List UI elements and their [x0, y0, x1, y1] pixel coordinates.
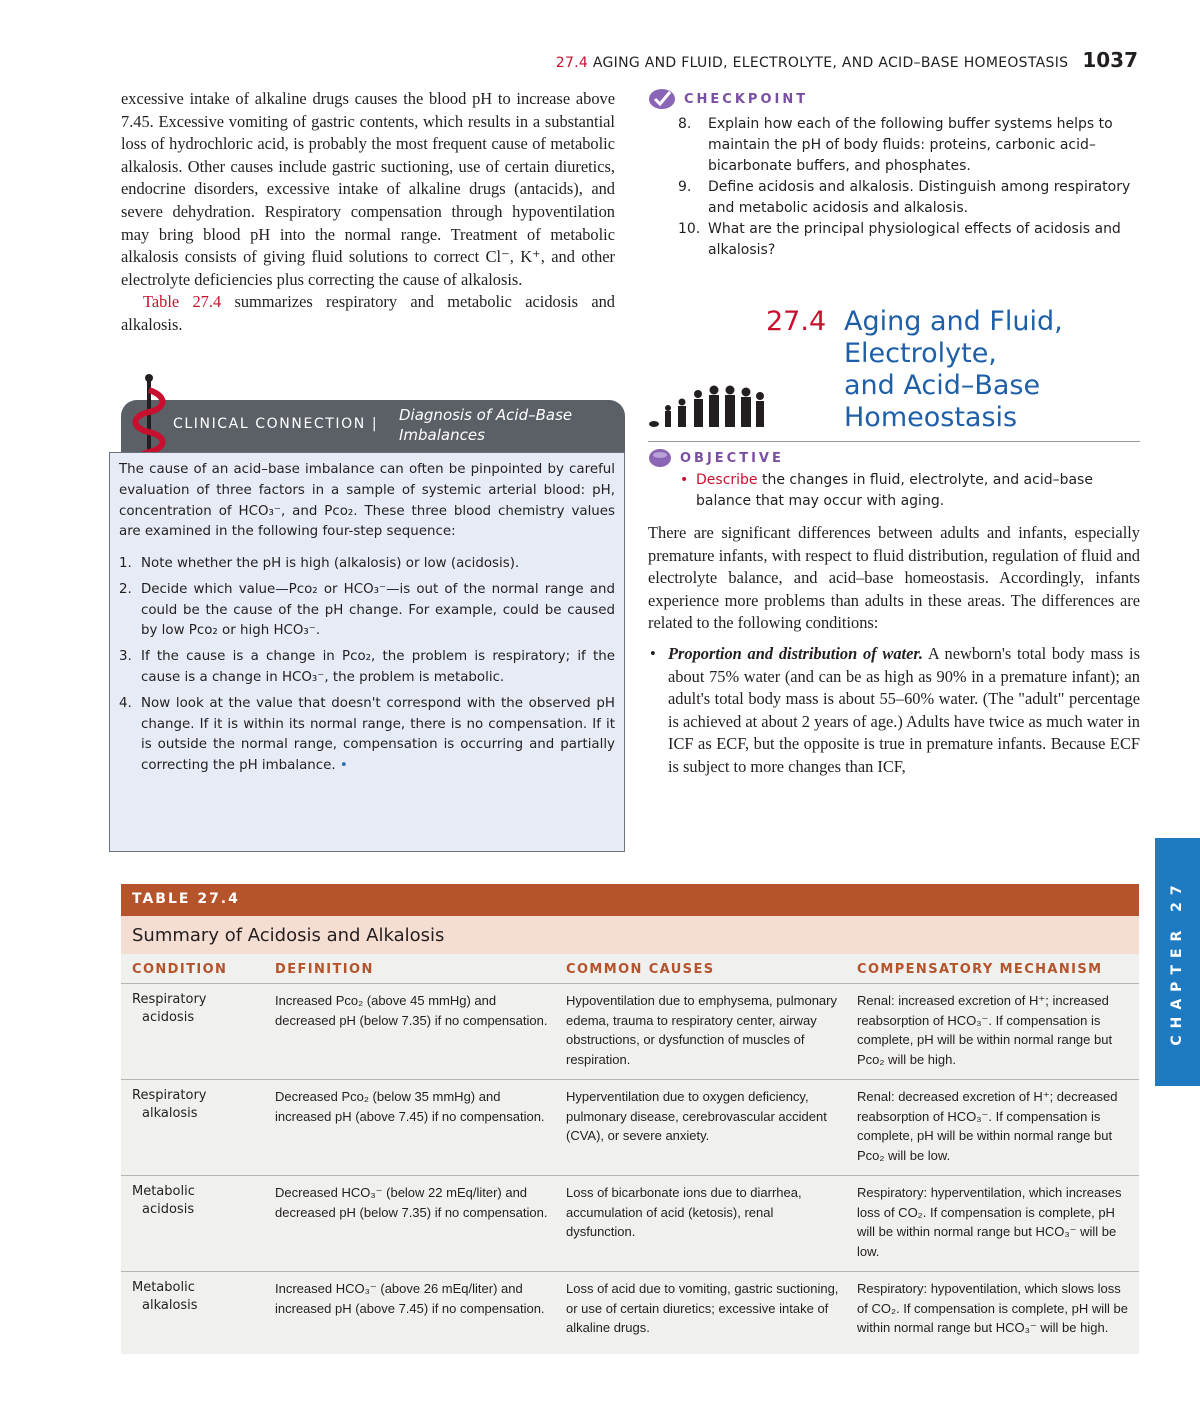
objective-body: the changes in fluid, electrolyte, and acid–base balance that may occur with aging. [696, 472, 1093, 509]
definition-cell: Decreased HCO₃⁻ (below 22 mEq/liter) and decreased pH (below 7.35) if no compensation. [275, 1185, 548, 1220]
checkpoint-label: CHECKPOINT [684, 91, 809, 107]
item-text: Define acidosis and alkalosis. Distinguish among respiratory and metabolic acidosis and alkalosis. [708, 179, 1131, 216]
running-head [556, 48, 1138, 72]
table-row [121, 1272, 1139, 1348]
section-title-line: Homeostasis [844, 402, 1018, 433]
condition-line: alkalosis [142, 1106, 198, 1121]
table-header-cell: COMPENSATORY MECHANISM [857, 962, 1103, 977]
objective-verb: Describe [696, 472, 758, 488]
section-number: 27.4 [766, 306, 827, 337]
objective-label: OBJECTIVE [680, 450, 784, 466]
condition-line: Metabolic [132, 1280, 195, 1295]
table-label: TABLE 27.4 [121, 884, 1139, 916]
clinical-step [119, 554, 615, 575]
clinical-step [119, 694, 615, 777]
clinical-step [119, 580, 615, 642]
condition-bullet-heading: Proportion and distribution of water. [668, 643, 923, 663]
clinical-step [119, 647, 615, 689]
checkpoint-header [648, 88, 1140, 110]
causes-cell: Loss of bicarbonate ions due to diarrhea, accumulation of acid (ketosis), renal dysfunction. [566, 1185, 802, 1239]
condition-cell [121, 1279, 264, 1338]
step-number: 3. [119, 649, 132, 665]
clinical-intro: The cause of an acid–base imbalance can often be pinpointed by careful evaluation of three factors in a sample of systemic arterial blood: pH, concentration of HCO₃⁻, and Pco₂. These three blood chemistry values are examined in the following four-step sequence: [119, 462, 615, 540]
objective-icon [648, 448, 672, 468]
table-header-cell: DEFINITION [275, 962, 374, 977]
right-column-body [648, 522, 1140, 779]
condition-cell [121, 991, 264, 1069]
step-text: Decide which value—Pco₂ or HCO₃⁻—is out of the normal range and could be the cause of the pH change. For example, could be caused by low Pco₂ or high HCO₃⁻. [141, 581, 615, 639]
condition-line: Metabolic [132, 1184, 195, 1199]
section-heading [648, 306, 1140, 442]
condition-cell [121, 1087, 264, 1165]
clinical-subtitle-line-1: Diagnosis of Acid–Base [399, 406, 573, 424]
aging-intro-paragraph: There are significant differences between adults and infants, especially premature infants, with respect to fluid distribution, regulation of fluid and electrolyte balance, and acid–base homeostasis. Accordingly, infants experience more problems than adults in these areas. The differences are related to the following conditions: [648, 523, 1140, 633]
mechanism-cell: Renal: increased excretion of H⁺; increased reabsorption of HCO₃⁻. If compensation is complete, pH will be within normal range but Pco₂ will be high. [857, 993, 1113, 1067]
table-title: Summary of Acidosis and Alkalosis [121, 916, 1139, 954]
table-row [121, 1176, 1139, 1272]
body-paragraph-2 [121, 291, 615, 336]
table-body [121, 954, 1139, 1354]
running-head-text [556, 55, 1069, 71]
mechanism-cell: Respiratory: hypoventilation, which slows loss of CO₂. If compensation is complete, pH will be within normal range but HCO₃⁻ will be high. [857, 1281, 1128, 1335]
item-number: 10. [678, 221, 701, 237]
item-text: Explain how each of the following buffer systems helps to maintain the pH of body fluids: proteins, carbonic acid–bicarbonate buffers, and phosphates. [708, 116, 1113, 174]
chapter-tab-label: CHAPTER 27 [1169, 878, 1185, 1046]
summary-table [121, 884, 1139, 1354]
running-head-section-num: 27.4 [555, 55, 589, 71]
step-text: If the cause is a change in Pco₂, the problem is respiratory; if the cause is a change in HCO₃⁻, the problem is metabolic. [141, 649, 615, 685]
objective-box [648, 448, 1140, 512]
mechanism-cell: Respiratory: hyperventilation, which increases loss of CO₂. If compensation is complete, pH will be within normal range but HCO₃⁻ will be low. [857, 1185, 1122, 1259]
table-header-cell: CONDITION [132, 962, 228, 977]
aging-silhouettes-icon [648, 384, 766, 430]
checkpoint-list [648, 114, 1140, 261]
objective-text [648, 470, 1140, 512]
page-number: 1037 [1082, 48, 1138, 72]
item-number: 9. [678, 179, 692, 195]
left-column [121, 88, 615, 337]
condition-bullet-text: A newborn's total body mass is about 75% water (and can be as high as 90% in a premature infant); an adult's total body mass is about 55–60% water. (The "adult" percentage is achieved at about 2 years of age.) Adults have twice as much water in ICF as ECF, but the opposite is true in premature infants. Because ECF is subject to more changes than ICF, [668, 643, 1140, 776]
step-number: 2. [119, 581, 132, 597]
condition-line: Respiratory [132, 1088, 207, 1103]
table-header-row [121, 954, 1139, 984]
condition-cell [121, 1183, 264, 1261]
clinical-connection-subtitle [399, 405, 572, 445]
step-number: 1. [119, 556, 132, 571]
table-row [121, 1080, 1139, 1176]
item-number: 8. [678, 116, 692, 132]
objective-header [648, 448, 1140, 468]
table-row [121, 984, 1139, 1080]
table-header-cell: COMMON CAUSES [566, 962, 715, 977]
bullet-icon: • [650, 643, 656, 663]
step-text: Now look at the value that doesn't correspond with the observed pH change. If it is within its normal range, there is no compensation. If it is outside the normal range, compensation is occurring and partially correcting the pH imbalance. [141, 695, 615, 774]
checkmark-icon [648, 88, 676, 110]
condition-bullet [648, 643, 1140, 779]
section-title-line: Aging and Fluid, [844, 306, 1063, 337]
definition-cell: Decreased Pco₂ (below 35 mmHg) and increased pH (above 7.45) if no compensation. [275, 1089, 545, 1124]
checkpoint-item [648, 177, 1140, 219]
section-title [844, 306, 1063, 434]
section-title-line: Electrolyte, [844, 338, 997, 369]
section-title-line: and Acid–Base [844, 370, 1041, 401]
clinical-steps [119, 554, 615, 782]
end-mark: • [339, 758, 348, 774]
causes-cell: Hyperventilation due to oxygen deficiency, pulmonary disease, cerebrovascular accident (CVA), or severe anxiety. [566, 1089, 827, 1143]
condition-line: Respiratory [132, 992, 207, 1007]
chapter-tab [1155, 838, 1200, 1086]
table-reference-link[interactable]: Table 27.4 [143, 292, 222, 312]
clinical-subtitle-line-2: Imbalances [399, 426, 485, 444]
body-paragraph-2-text: summarizes respiratory and metabolic acidosis and alkalosis. [121, 292, 615, 334]
definition-cell: Increased Pco₂ (above 45 mmHg) and decreased pH (below 7.35) if no compensation. [275, 993, 548, 1028]
body-paragraph-1: excessive intake of alkaline drugs causes the blood pH to increase above 7.45. Excessive vomiting of gastric contents, which results in a substantial loss of hydrochloric acid, is probably the most frequent cause of metabolic alkalosis. Other causes include gastric suctioning, use of certain diuretics, endocrine disorders, excessive intake of alkaline drugs (antacids), and severe dehydration. Respiratory compensation through hypoventilation may bring blood pH into the normal range. Treatment of metabolic alkalosis consists of giving fluid solutions to correct Cl⁻, K⁺, and other electrolyte deficiencies plus correcting the cause of alkalosis. [121, 89, 615, 289]
checkpoint-item [648, 219, 1140, 261]
definition-cell: Increased HCO₃⁻ (above 26 mEq/liter) and increased pH (above 7.45) if no compensation. [275, 1281, 545, 1316]
clinical-connection-label: CLINICAL CONNECTION | [173, 416, 379, 432]
condition-line: acidosis [142, 1202, 195, 1217]
step-number: 4. [119, 695, 132, 711]
bullet-icon: • [680, 472, 689, 488]
item-text: What are the principal physiological effects of acidosis and alkalosis? [708, 221, 1121, 258]
section-divider [648, 441, 1140, 442]
checkpoint-item [648, 114, 1140, 177]
checkpoint-box [648, 88, 1140, 261]
running-head-title: AGING AND FLUID, ELECTROLYTE, AND ACID–BASE HOMEOSTASIS [592, 55, 1069, 71]
causes-cell: Hypoventilation due to emphysema, pulmonary edema, trauma to respiratory center, airway obstructions, or dysfunction of muscles of respiration. [566, 993, 837, 1067]
causes-cell: Loss of acid due to vomiting, gastric suctioning, or use of certain diuretics; excessive intake of alkaline drugs. [566, 1281, 839, 1335]
mechanism-cell: Renal: decreased excretion of H⁺; decreased reabsorption of HCO₃⁻. If compensation is complete, pH will be within normal range but Pco₂ will be low. [857, 1089, 1118, 1163]
condition-line: alkalosis [142, 1298, 198, 1313]
condition-line: acidosis [142, 1010, 195, 1025]
step-text: Note whether the pH is high (alkalosis) or low (acidosis). [141, 556, 520, 571]
